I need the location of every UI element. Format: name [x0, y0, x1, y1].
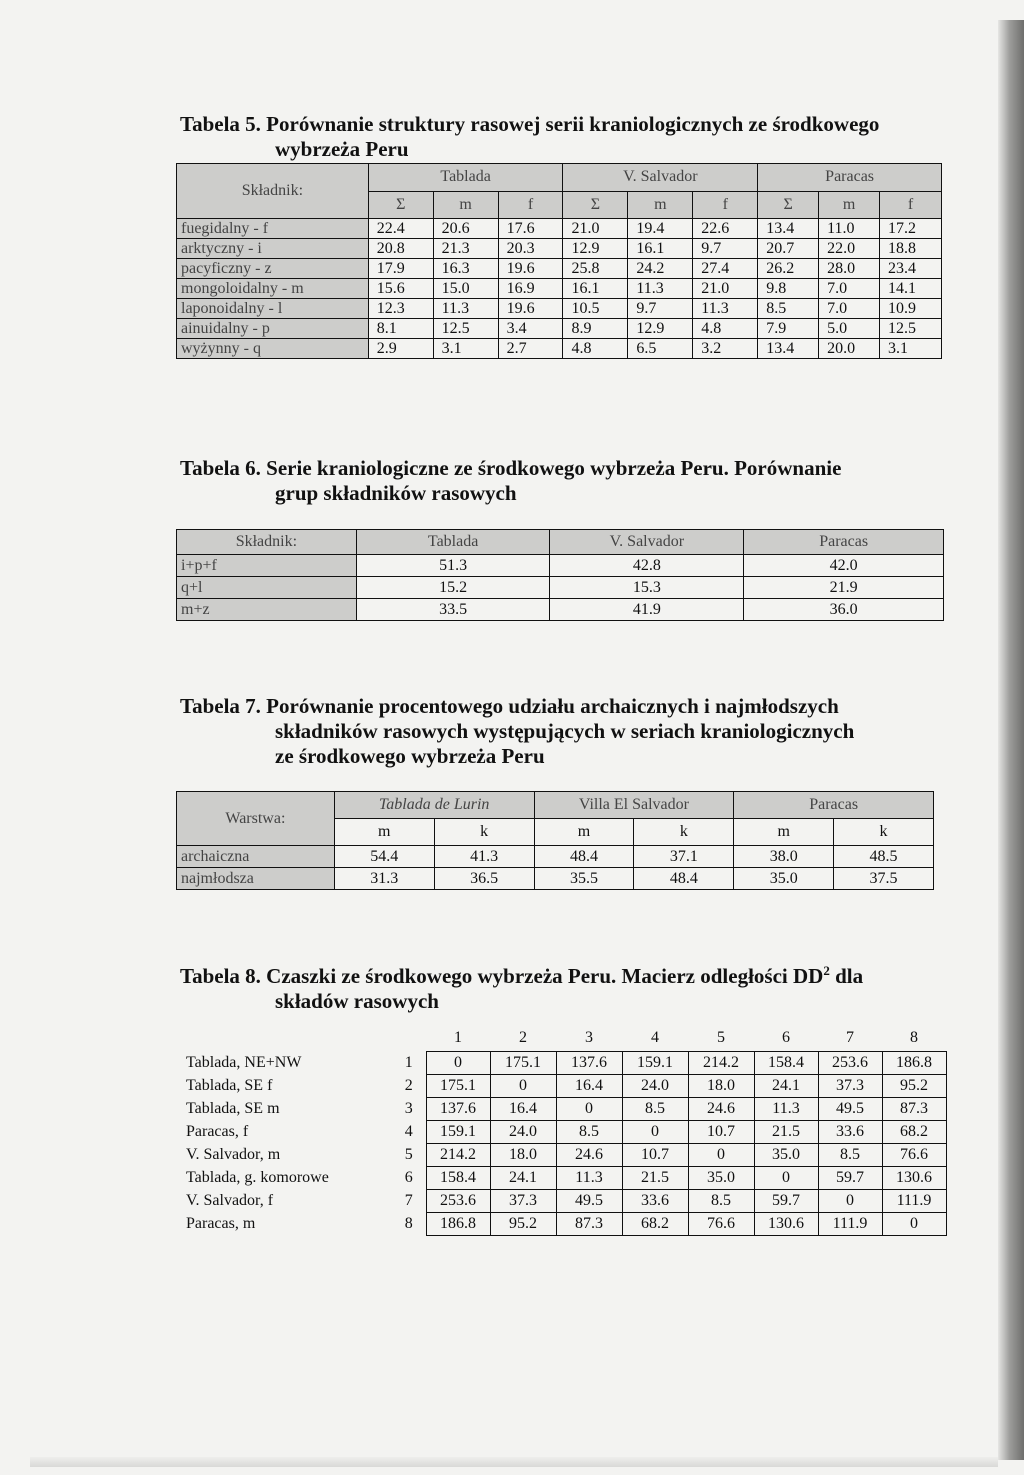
table8-row-label: Tablada, g. komorowe: [186, 1169, 329, 1186]
table5-subheader: Σ: [368, 191, 433, 219]
table6-header-component: Składnik:: [177, 530, 357, 555]
table5-cell: 26.2: [758, 259, 819, 279]
table6-cell: 51.3: [356, 555, 550, 577]
table8-corner: [186, 1025, 392, 1052]
table5-cell: 8.9: [563, 319, 628, 339]
table6-cell: 42.8: [550, 555, 744, 577]
table5-cell: 10.9: [880, 299, 942, 319]
table8-cell: 0: [818, 1190, 882, 1213]
table5-header-component: Składnik:: [177, 164, 369, 219]
table5-subheader: Σ: [758, 191, 819, 219]
table8-cell: 8.5: [818, 1144, 882, 1167]
table8-cell: 10.7: [688, 1121, 754, 1144]
table5-row-label: pacyficzny - z: [177, 259, 369, 279]
table5-cell: 12.5: [880, 319, 942, 339]
table8-row-label: Tablada, SE m: [186, 1100, 280, 1117]
table8-row: [186, 1075, 946, 1098]
table8-cell: 159.1: [426, 1121, 490, 1144]
table5-cell: 21.3: [433, 239, 498, 259]
table6-group-header: Paracas: [744, 530, 944, 555]
table5-cell: 17.2: [880, 219, 942, 239]
page-bottom-shadow: [30, 1457, 998, 1467]
table5-caption-continuation: wybrzeża Peru: [275, 137, 409, 161]
table5-cell: 5.0: [819, 319, 880, 339]
table5-cell: 11.0: [819, 219, 880, 239]
table7-cell: 31.3: [334, 868, 434, 890]
table5-cell: 27.4: [693, 259, 758, 279]
table8-cell: 186.8: [882, 1052, 946, 1075]
table8-col-index: 5: [717, 1029, 725, 1046]
table5-cell: 12.9: [563, 239, 628, 259]
table5-cell: 9.7: [693, 239, 758, 259]
table8-cell: 76.6: [688, 1213, 754, 1236]
table5-cell: 15.0: [433, 279, 498, 299]
table8-cell: 214.2: [426, 1144, 490, 1167]
table8-cell: 24.1: [754, 1075, 818, 1098]
table8-cell: 158.4: [754, 1052, 818, 1075]
table6-cell: 21.9: [744, 577, 944, 599]
table5-cell: 11.3: [628, 279, 693, 299]
table8-cell: 8.5: [556, 1121, 622, 1144]
table8-row: [186, 1121, 946, 1144]
table8-cell: 8.5: [622, 1098, 688, 1121]
table7-header-layer: Warstwa:: [177, 792, 335, 846]
table8-row-label: V. Salvador, f: [186, 1192, 274, 1209]
table8-col-index: 3: [585, 1029, 593, 1046]
table8-cell: 24.1: [490, 1167, 556, 1190]
table8-row-label: Tablada, NE+NW: [186, 1054, 302, 1071]
table5-cell: 16.3: [433, 259, 498, 279]
table7-cell: 48.5: [834, 846, 934, 868]
table8-row-index: 8: [404, 1215, 413, 1232]
table6-caption-continuation: grup składników rasowych: [275, 481, 517, 505]
table8-cell: 24.0: [622, 1075, 688, 1098]
table7-caption-text: Porównanie procentowego udziału archaicznych i najmłodszych: [266, 694, 839, 718]
table7-caption: [180, 694, 940, 769]
table8-cell: 0: [426, 1052, 490, 1075]
table8-row: [186, 1167, 946, 1190]
table5-row-label: mongoloidalny - m: [177, 279, 369, 299]
table5-cell: 13.4: [758, 219, 819, 239]
table5-subheader: f: [880, 191, 942, 219]
table5-cell: 20.6: [433, 219, 498, 239]
table8-cell: 158.4: [426, 1167, 490, 1190]
table8-cell: 18.0: [490, 1144, 556, 1167]
table5: [176, 163, 942, 359]
table5-cell: 12.3: [368, 299, 433, 319]
table5-cell: 7.0: [819, 299, 880, 319]
table8-col-index: 7: [846, 1029, 854, 1046]
table6-cell: 41.9: [550, 599, 744, 621]
table5-row: [177, 259, 942, 279]
table8-cell: 0: [882, 1213, 946, 1236]
table6-cell: 33.5: [356, 599, 550, 621]
table5-cell: 14.1: [880, 279, 942, 299]
table7-cell: 37.1: [634, 846, 734, 868]
table5-cell: 19.6: [498, 259, 563, 279]
table8-caption-continuation: składów rasowych: [275, 989, 439, 1013]
table6-group-header: V. Salvador: [550, 530, 744, 555]
table8-cell: 214.2: [688, 1052, 754, 1075]
table5-cell: 13.4: [758, 339, 819, 359]
table8-caption-text-end: dla: [829, 964, 864, 988]
table8-cell: 21.5: [622, 1167, 688, 1190]
table6-cell: 15.3: [550, 577, 744, 599]
table5-cell: 12.9: [628, 319, 693, 339]
table8-row: [186, 1052, 946, 1075]
table7-row-label: najmłodsza: [177, 868, 335, 890]
table8-cell: 130.6: [882, 1167, 946, 1190]
table6-row-label: q+l: [177, 577, 357, 599]
table5-cell: 3.4: [498, 319, 563, 339]
table7-cell: 54.4: [334, 846, 434, 868]
table8-cell: 16.4: [556, 1075, 622, 1098]
table8-cell: 33.6: [622, 1190, 688, 1213]
table7-row: [177, 846, 934, 868]
table5-cell: 11.3: [433, 299, 498, 319]
table5-cell: 18.8: [880, 239, 942, 259]
table8-cell: 137.6: [556, 1052, 622, 1075]
table8-caption-number: Tabela 8.: [180, 964, 261, 988]
table8-cell: 35.0: [688, 1167, 754, 1190]
table7-subheader: k: [834, 819, 934, 846]
table5-cell: 24.2: [628, 259, 693, 279]
table8-cell: 33.6: [818, 1121, 882, 1144]
table6-cell: 42.0: [744, 555, 944, 577]
table8-cell: 24.0: [490, 1121, 556, 1144]
table8-row: [186, 1098, 946, 1121]
table5-subheader: f: [498, 191, 563, 219]
table7-group-header: Tablada de Lurin: [334, 792, 534, 819]
table5-subheader: m: [433, 191, 498, 219]
table5-cell: 4.8: [693, 319, 758, 339]
table5-cell: 6.5: [628, 339, 693, 359]
table7-caption-continuation: składników rasowych występujących w seriach kraniologicznych: [275, 719, 855, 743]
table8-cell: 68.2: [622, 1213, 688, 1236]
table5-cell: 3.1: [433, 339, 498, 359]
table8-cell: 16.4: [490, 1098, 556, 1121]
table5-row: [177, 339, 942, 359]
table8-corner: [392, 1025, 426, 1052]
table5-row-label: ainuidalny - p: [177, 319, 369, 339]
table5-cell: 17.9: [368, 259, 433, 279]
table5-cell: 20.0: [819, 339, 880, 359]
table6-caption: [180, 456, 940, 506]
table5-cell: 7.9: [758, 319, 819, 339]
table6-group-header: Tablada: [356, 530, 550, 555]
table5-cell: 9.8: [758, 279, 819, 299]
table8-cell: 111.9: [882, 1190, 946, 1213]
table5-cell: 9.7: [628, 299, 693, 319]
table7-subheader: m: [334, 819, 434, 846]
table5-group-header: Paracas: [758, 164, 942, 192]
table5-caption-text: Porównanie struktury rasowej serii kraniologicznych ze środkowego: [266, 112, 880, 136]
table6-caption-number: Tabela 6.: [180, 456, 261, 480]
table7-subheader: m: [734, 819, 834, 846]
table8-cell: 37.3: [490, 1190, 556, 1213]
table8-cell: 59.7: [754, 1190, 818, 1213]
table5-cell: 3.2: [693, 339, 758, 359]
table8-row-index: 5: [404, 1146, 413, 1163]
table5-cell: 17.6: [498, 219, 563, 239]
table8-cell: 59.7: [818, 1167, 882, 1190]
table8-cell: 49.5: [818, 1098, 882, 1121]
table8-cell: 137.6: [426, 1098, 490, 1121]
table8-row-label: Paracas, f: [186, 1123, 249, 1140]
table5-group-header: V. Salvador: [563, 164, 758, 192]
table8-cell: 18.0: [688, 1075, 754, 1098]
table8-row-index: 3: [404, 1100, 413, 1117]
table5-cell: 12.5: [433, 319, 498, 339]
table7-cell: 36.5: [434, 868, 534, 890]
table5-cell: 20.3: [498, 239, 563, 259]
table5-cell: 22.0: [819, 239, 880, 259]
table8-col-index: 6: [782, 1029, 790, 1046]
table5-cell: 22.4: [368, 219, 433, 239]
table8-cell: 95.2: [490, 1213, 556, 1236]
table8-row-index: 1: [404, 1054, 413, 1071]
table5-cell: 22.6: [693, 219, 758, 239]
table8-row-label: V. Salvador, m: [186, 1146, 281, 1163]
table7-caption-number: Tabela 7.: [180, 694, 261, 718]
table5-row-label: fuegidalny - f: [177, 219, 369, 239]
table5-cell: 8.1: [368, 319, 433, 339]
table8-cell: 253.6: [426, 1190, 490, 1213]
table7-cell: 37.5: [834, 868, 934, 890]
table7-subheader: k: [634, 819, 734, 846]
table8-row: [186, 1213, 946, 1236]
table8-cell: 11.3: [556, 1167, 622, 1190]
table8-row-index: 6: [404, 1169, 413, 1186]
table8-cell: 0: [622, 1121, 688, 1144]
table5-cell: 25.8: [563, 259, 628, 279]
table8-cell: 37.3: [818, 1075, 882, 1098]
table8-cell: 111.9: [818, 1213, 882, 1236]
table5-cell: 20.8: [368, 239, 433, 259]
table5-cell: 8.5: [758, 299, 819, 319]
table7-subheader: m: [534, 819, 634, 846]
table7-cell: 48.4: [634, 868, 734, 890]
table5-row-label: laponoidalny - l: [177, 299, 369, 319]
table6: [176, 529, 944, 621]
table8-cell: 175.1: [426, 1075, 490, 1098]
table8-col-index: 4: [651, 1029, 659, 1046]
table8-col-index: 1: [454, 1029, 462, 1046]
table5-cell: 21.0: [693, 279, 758, 299]
table5-row: [177, 219, 942, 239]
table5-subheader: Σ: [563, 191, 628, 219]
table8-cell: 159.1: [622, 1052, 688, 1075]
table8-row-label: Tablada, SE f: [186, 1077, 273, 1094]
table8-cell: 0: [754, 1167, 818, 1190]
table7-cell: 35.5: [534, 868, 634, 890]
table8-cell: 130.6: [754, 1213, 818, 1236]
table6-cell: 15.2: [356, 577, 550, 599]
table8-cell: 253.6: [818, 1052, 882, 1075]
table5-caption: [180, 112, 940, 162]
table7-cell: 48.4: [534, 846, 634, 868]
table6-row-label: m+z: [177, 599, 357, 621]
table7-cell: 35.0: [734, 868, 834, 890]
table8-cell: 76.6: [882, 1144, 946, 1167]
table8-col-index: 8: [910, 1029, 918, 1046]
table8-row: [186, 1144, 946, 1167]
table5-cell: 10.5: [563, 299, 628, 319]
table6-row: [177, 555, 944, 577]
table5-cell: 28.0: [819, 259, 880, 279]
table8-row-label: Paracas, m: [186, 1215, 256, 1232]
table6-caption-text: Serie kraniologiczne ze środkowego wybrzeża Peru. Porównanie: [266, 456, 842, 480]
table5-cell: 2.9: [368, 339, 433, 359]
table6-row: [177, 599, 944, 621]
table5-row-label: arktyczny - i: [177, 239, 369, 259]
table5-cell: 16.1: [563, 279, 628, 299]
table6-row: [177, 577, 944, 599]
table7-subheader: k: [434, 819, 534, 846]
table8-cell: 21.5: [754, 1121, 818, 1144]
table5-cell: 16.9: [498, 279, 563, 299]
table5-cell: 2.7: [498, 339, 563, 359]
table5-cell: 19.4: [628, 219, 693, 239]
table8-cell: 175.1: [490, 1052, 556, 1075]
table8-cell: 11.3: [754, 1098, 818, 1121]
table5-cell: 23.4: [880, 259, 942, 279]
table5-subheader: m: [628, 191, 693, 219]
table8-col-index: 2: [519, 1029, 527, 1046]
table8-caption-text: Czaszki ze środkowego wybrzeża Peru. Macierz odległości DD: [266, 964, 824, 988]
table5-subheader: m: [819, 191, 880, 219]
table8-row-index: 2: [404, 1077, 413, 1094]
table7-row: [177, 868, 934, 890]
table8-cell: 68.2: [882, 1121, 946, 1144]
table5-row: [177, 319, 942, 339]
table5-cell: 19.6: [498, 299, 563, 319]
table5-cell: 16.1: [628, 239, 693, 259]
table5-cell: 4.8: [563, 339, 628, 359]
table6-cell: 36.0: [744, 599, 944, 621]
table8-cell: 95.2: [882, 1075, 946, 1098]
table8-cell: 10.7: [622, 1144, 688, 1167]
table5-row: [177, 299, 942, 319]
table5-caption-number: Tabela 5.: [180, 112, 261, 136]
table5-cell: 21.0: [563, 219, 628, 239]
table8-cell: 0: [490, 1075, 556, 1098]
table8-cell: 0: [556, 1098, 622, 1121]
table5-row: [177, 239, 942, 259]
table8-row-index: 7: [404, 1192, 413, 1209]
table7-group-header: Paracas: [734, 792, 934, 819]
table7-row-label: archaiczna: [177, 846, 335, 868]
table6-row-label: i+p+f: [177, 555, 357, 577]
table8-cell: 24.6: [556, 1144, 622, 1167]
table8-cell: 24.6: [688, 1098, 754, 1121]
table8-cell: 0: [688, 1144, 754, 1167]
table8-cell: 87.3: [556, 1213, 622, 1236]
table8-cell: 87.3: [882, 1098, 946, 1121]
table5-cell: 20.7: [758, 239, 819, 259]
table5-cell: 15.6: [368, 279, 433, 299]
table5-cell: 3.1: [880, 339, 942, 359]
table7-caption-continuation: ze środkowego wybrzeża Peru: [275, 744, 545, 768]
table8-caption: [180, 958, 940, 1014]
table7: [176, 791, 934, 890]
table5-row: [177, 279, 942, 299]
page-edge-shadow: [998, 20, 1024, 1460]
table8: [186, 1025, 947, 1236]
table5-subheader: f: [693, 191, 758, 219]
table5-cell: 11.3: [693, 299, 758, 319]
table5-row-label: wyżynny - q: [177, 339, 369, 359]
table7-cell: 38.0: [734, 846, 834, 868]
table5-group-header: Tablada: [368, 164, 563, 192]
table8-cell: 35.0: [754, 1144, 818, 1167]
table8-cell: 49.5: [556, 1190, 622, 1213]
table7-group-header: Villa El Salvador: [534, 792, 734, 819]
table8-cell: 186.8: [426, 1213, 490, 1236]
table8-caption-superscript: 2: [823, 963, 830, 978]
table8-cell: 8.5: [688, 1190, 754, 1213]
table8-row: [186, 1190, 946, 1213]
table5-cell: 7.0: [819, 279, 880, 299]
table8-row-index: 4: [404, 1123, 413, 1140]
table7-cell: 41.3: [434, 846, 534, 868]
